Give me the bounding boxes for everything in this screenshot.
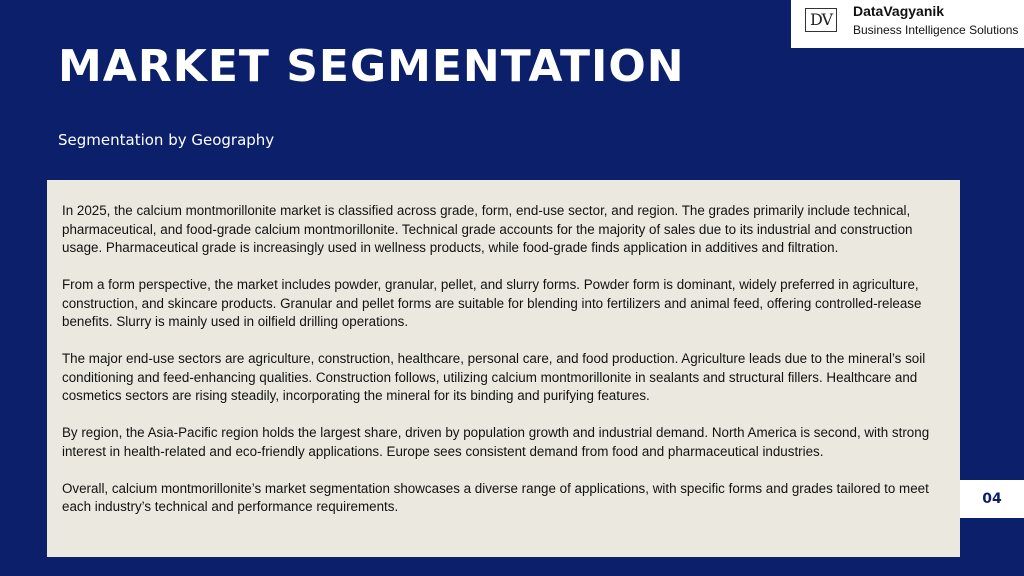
slide-subtitle: Segmentation by Geography <box>58 131 275 149</box>
page-number: 04 <box>982 491 1002 507</box>
page-number-badge <box>960 480 1024 518</box>
logo-company-name: DataVagyanik <box>853 3 945 19</box>
company-logo <box>791 0 1024 48</box>
paragraph-region: By region, the Asia-Pacific region holds the largest share, driven by population growth and industrial demand. North America is second, with strong interest in health-related and eco-friendly applications. Europe sees consistent demand from food and pharmaceutical industries. <box>62 425 930 459</box>
slide-title: MARKET SEGMENTATION <box>58 41 685 92</box>
logo-tagline: Business Intelligence Solutions <box>853 23 1019 37</box>
paragraph-end-use: The major end-use sectors are agriculture, construction, healthcare, personal care, and food production. Agriculture leads due to the mineral’s soil conditioning and feed-enhancing qualities. Construction follows, utilizing calcium montmorillonite in sealants and structural fillers. Healthcare and cosmetics sectors are rising steadily, incorporating the mineral for its binding and purifying features. <box>62 351 926 403</box>
paragraph-form: From a form perspective, the market includes powder, granular, pellet, and slurry forms. Powder form is dominant, widely preferred in agriculture, construction, and skincare products. Granular and pellet forms are suitable for blending into fertilizers and animal feed, offering controlled-release benefits. Slurry is mainly used in oilfield drilling operations. <box>62 277 922 329</box>
content-panel <box>47 180 960 557</box>
logo-mark-icon: DV <box>805 8 837 32</box>
paragraph-overall: Overall, calcium montmorillonite’s market segmentation showcases a diverse range of applications, with specific forms and grades tailored to meet each industry’s technical and performance requirements. <box>62 480 929 514</box>
paragraph-grade: In 2025, the calcium montmorillonite market is classified across grade, form, end-use sector, and region. The grades primarily include technical, pharmaceutical, and food-grade calcium montmorillonite. Technical grade accounts for the majority of sales due to its industrial and construction usage. Pharmaceutical grade is increasingly used in wellness products, while food-grade finds application in additives and filtration. <box>62 203 913 255</box>
